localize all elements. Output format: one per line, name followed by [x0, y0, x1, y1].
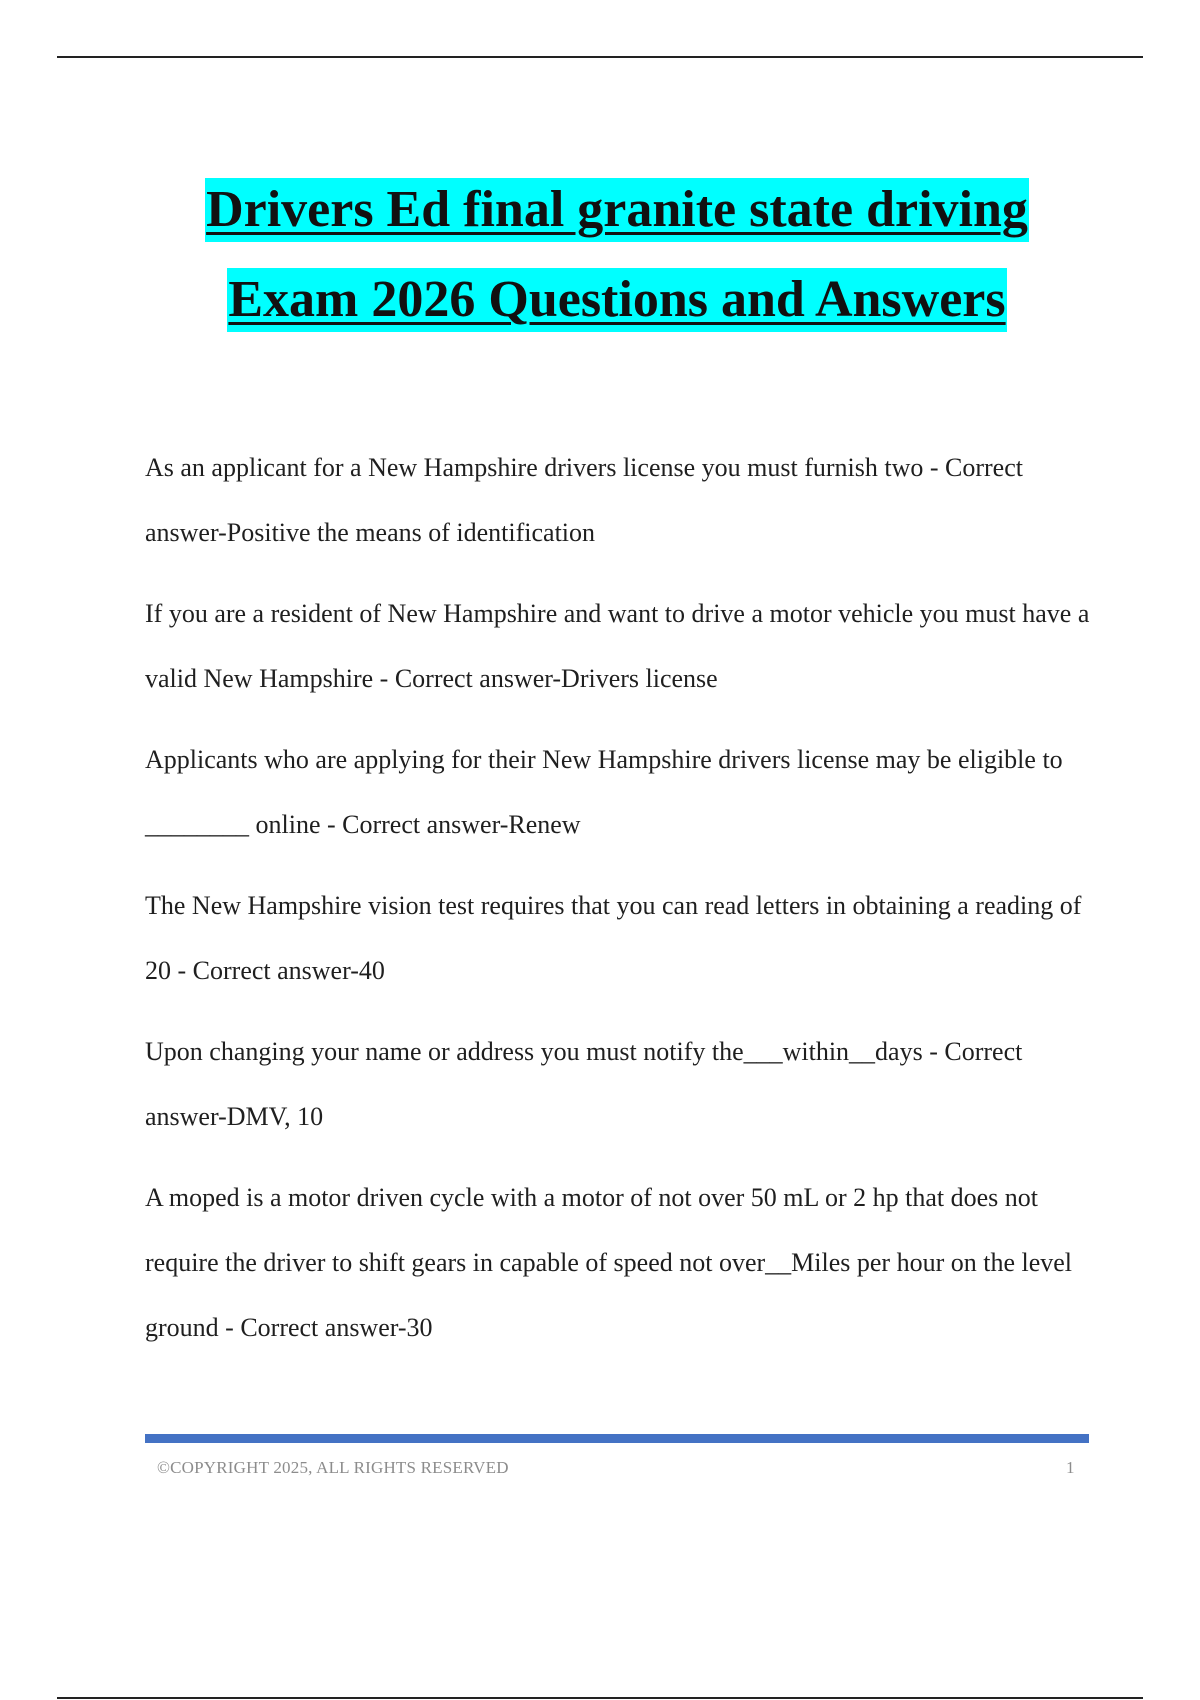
qa-item: Applicants who are applying for their New Hampshire drivers license may be eligible to ________ online - Correct answer-Renew	[145, 745, 1063, 839]
bottom-rule	[57, 1697, 1143, 1699]
title-line-2: Exam 2026 Questions and Answers	[227, 268, 1006, 332]
footer-copyright: ©COPYRIGHT 2025, ALL RIGHTS RESERVED	[157, 1458, 509, 1477]
qa-item: If you are a resident of New Hampshire and want to drive a motor vehicle you must have a valid New Hampshire - Correct answer-Drivers license	[145, 599, 1090, 693]
document-title	[100, 178, 1134, 332]
title-line-1: Drivers Ed final granite state driving	[205, 178, 1029, 242]
qa-list	[145, 435, 1105, 1376]
qa-item: A moped is a motor driven cycle with a motor of not over 50 mL or 2 hp that does not require the driver to shift gears in capable of speed not over__Miles per hour on the level ground - Correct answer-30	[145, 1183, 1073, 1342]
qa-item: Upon changing your name or address you must notify the___within__days - Correct answer-DMV, 10	[145, 1037, 1023, 1131]
top-rule	[57, 56, 1143, 58]
qa-item: As an applicant for a New Hampshire drivers license you must furnish two - Correct answer-Positive the means of identification	[145, 453, 1023, 547]
qa-item: The New Hampshire vision test requires that you can read letters in obtaining a reading of 20 - Correct answer-40	[145, 891, 1082, 985]
footer-bar	[145, 1434, 1089, 1443]
page-number: 1	[1066, 1458, 1075, 1477]
